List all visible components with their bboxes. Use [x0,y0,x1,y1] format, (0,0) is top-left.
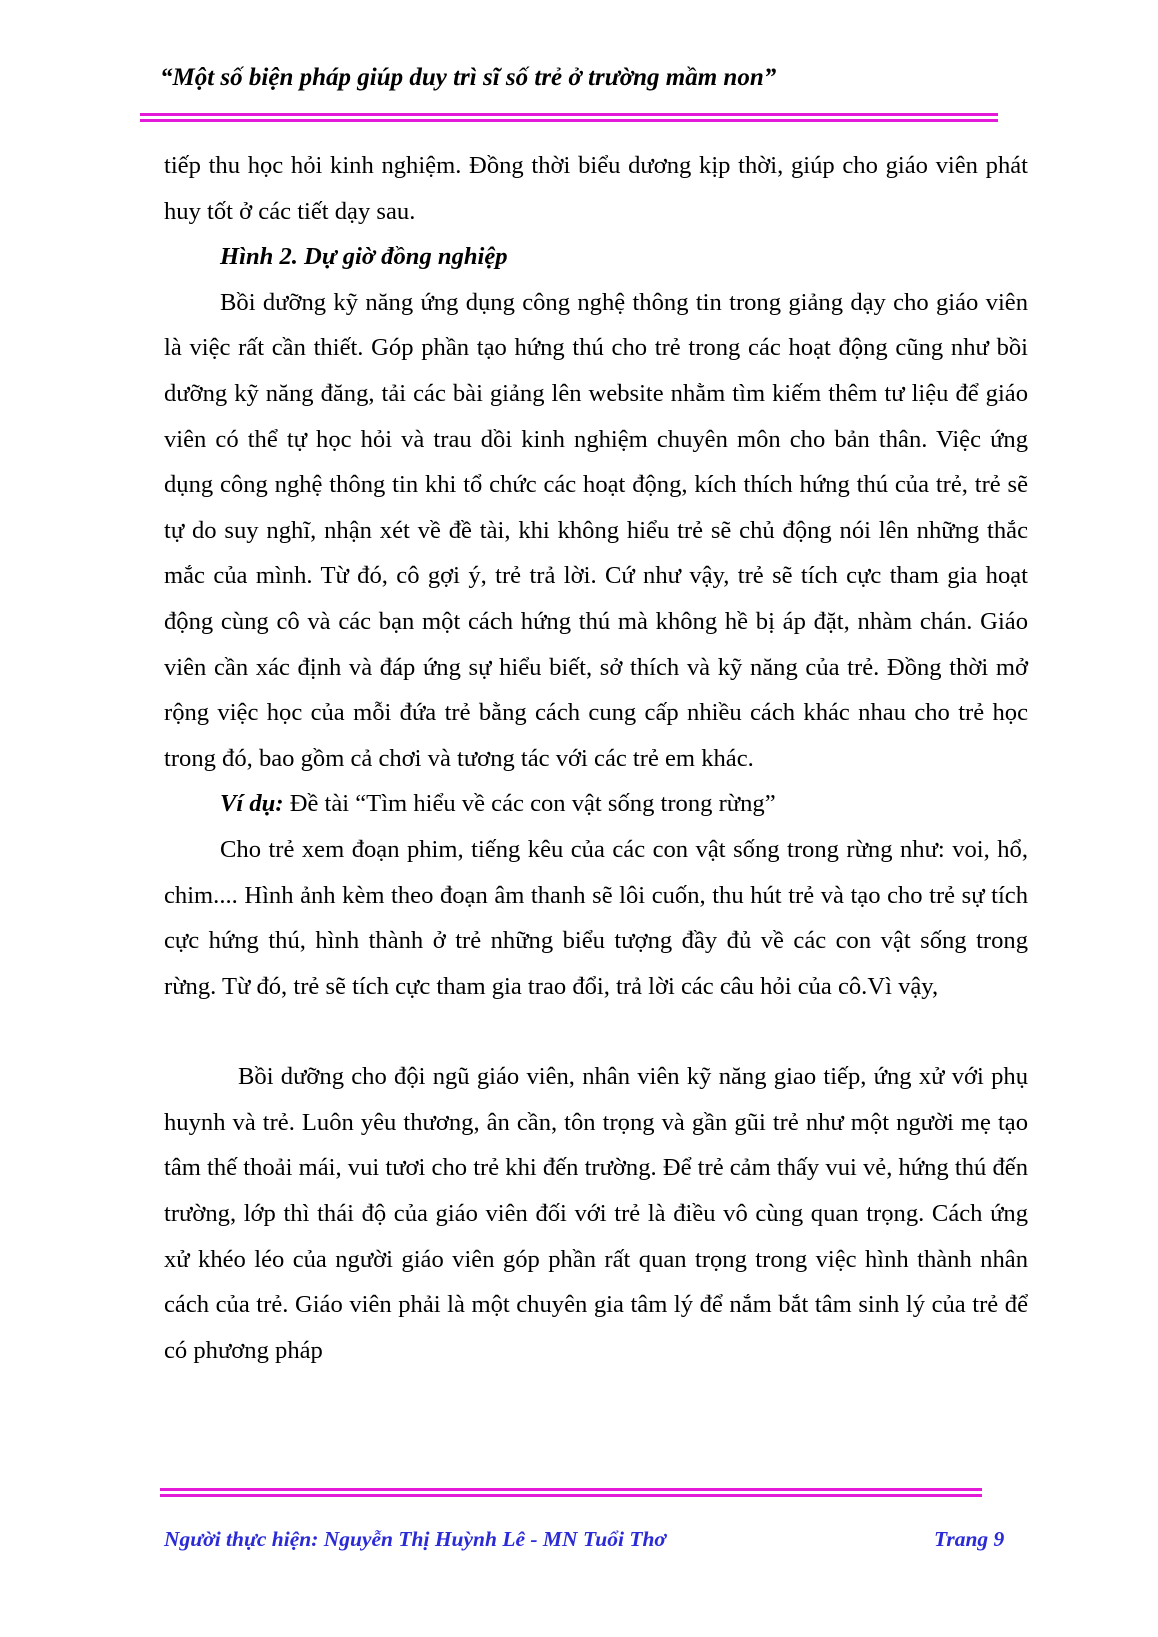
paragraph-continuation: tiếp thu học hỏi kinh nghiệm. Đồng thời biểu dương kịp thời, giúp cho giáo viên phát huy tốt ở các tiết dạy sau. [164,152,1028,225]
footer-rule-bottom [160,1494,982,1497]
header-rule-top [140,113,998,116]
paragraph-communication-skills: Bồi dưỡng cho đội ngũ giáo viên, nhân viên kỹ năng giao tiếp, ứng xử với phụ huynh và trẻ. Luôn yêu thương, ân cần, tôn trọng và gần gũi trẻ như một người mẹ tạo tâm thế thoải mái, vui tươi cho trẻ khi đến trường. Để trẻ cảm thấy vui vẻ, hứng thú đến trường, lớp thì thái độ của giáo viên đối với trẻ là điều vô cùng quan trọng. Cách ứng xử khéo léo của người giáo viên góp phần rất quan trọng trong việc hình thành nhân cách của trẻ. Giáo viên phải là một chuyên gia tâm lý để nắm bắt tâm sinh lý của trẻ để có phương pháp [164,1063,1028,1364]
header-title: “Một số biện pháp giúp duy trì sĩ số trẻ ở trường mầm non” [160,64,777,91]
footer-author: Người thực hiện: Nguyễn Thị Huỳnh Lê - MN Tuổi Thơ [164,1527,666,1551]
paragraph-example-detail: Cho trẻ xem đoạn phim, tiếng kêu của các con vật sống trong rừng như: voi, hổ, chim.... Hình ảnh kèm theo đoạn âm thanh sẽ lôi cuốn, thu hút trẻ và tạo cho trẻ sự tích cực hứng thú, hình thành ở trẻ những biểu tượng đầy đủ về các con vật sống trong rừng. Từ đó, trẻ sẽ tích cực tham gia trao đổi, trả lời các câu hỏi của cô.Vì vậy, [164,835,1028,1000]
document-body [164,143,1028,1373]
footer-page-number: Trang 9 [934,1527,1005,1551]
example-text: Đề tài “Tìm hiểu về các con vật sống trong rừng” [283,790,776,818]
header-rule-bottom [140,119,998,122]
example-label: Ví dụ: [220,790,284,818]
paragraph-gap [164,1009,1028,1054]
paragraph-ict-training: Bồi dưỡng kỹ năng ứng dụng công nghệ thông tin trong giảng dạy cho giáo viên là việc rất cần thiết. Góp phần tạo hứng thú cho trẻ trong các hoạt động cũng như bồi dưỡng kỹ năng đăng, tải các bài giảng lên website nhằm tìm kiếm thêm tư liệu để giáo viên có thể tự học hỏi và trau dồi kinh nghiệm chuyên môn cho bản thân. Việc ứng dụng công nghệ thông tin khi tổ chức các hoạt động, kích thích hứng thú của trẻ, trẻ sẽ tự do suy nghĩ, nhận xét về đề tài, khi không hiểu trẻ sẽ chủ động nói lên những thắc mắc của mình. Từ đó, cô gợi ý, trẻ trả lời. Cứ như vậy, trẻ sẽ tích cực tham gia hoạt động cùng cô và các bạn một cách hứng thú mà không hề bị áp đặt, nhàm chán. Giáo viên cần xác định và đáp ứng sự hiểu biết, sở thích và kỹ năng của trẻ. Đồng thời mở rộng việc học của mỗi đứa trẻ bằng cách cung cấp nhiều cách khác nhau cho trẻ học trong đó, bao gồm cả chơi và tương tác với các trẻ em khác. [164,288,1028,772]
example-line [164,781,1028,827]
figure-caption: Hình 2. Dự giờ đồng nghiệp [220,243,508,271]
footer-rule-top [160,1488,982,1491]
